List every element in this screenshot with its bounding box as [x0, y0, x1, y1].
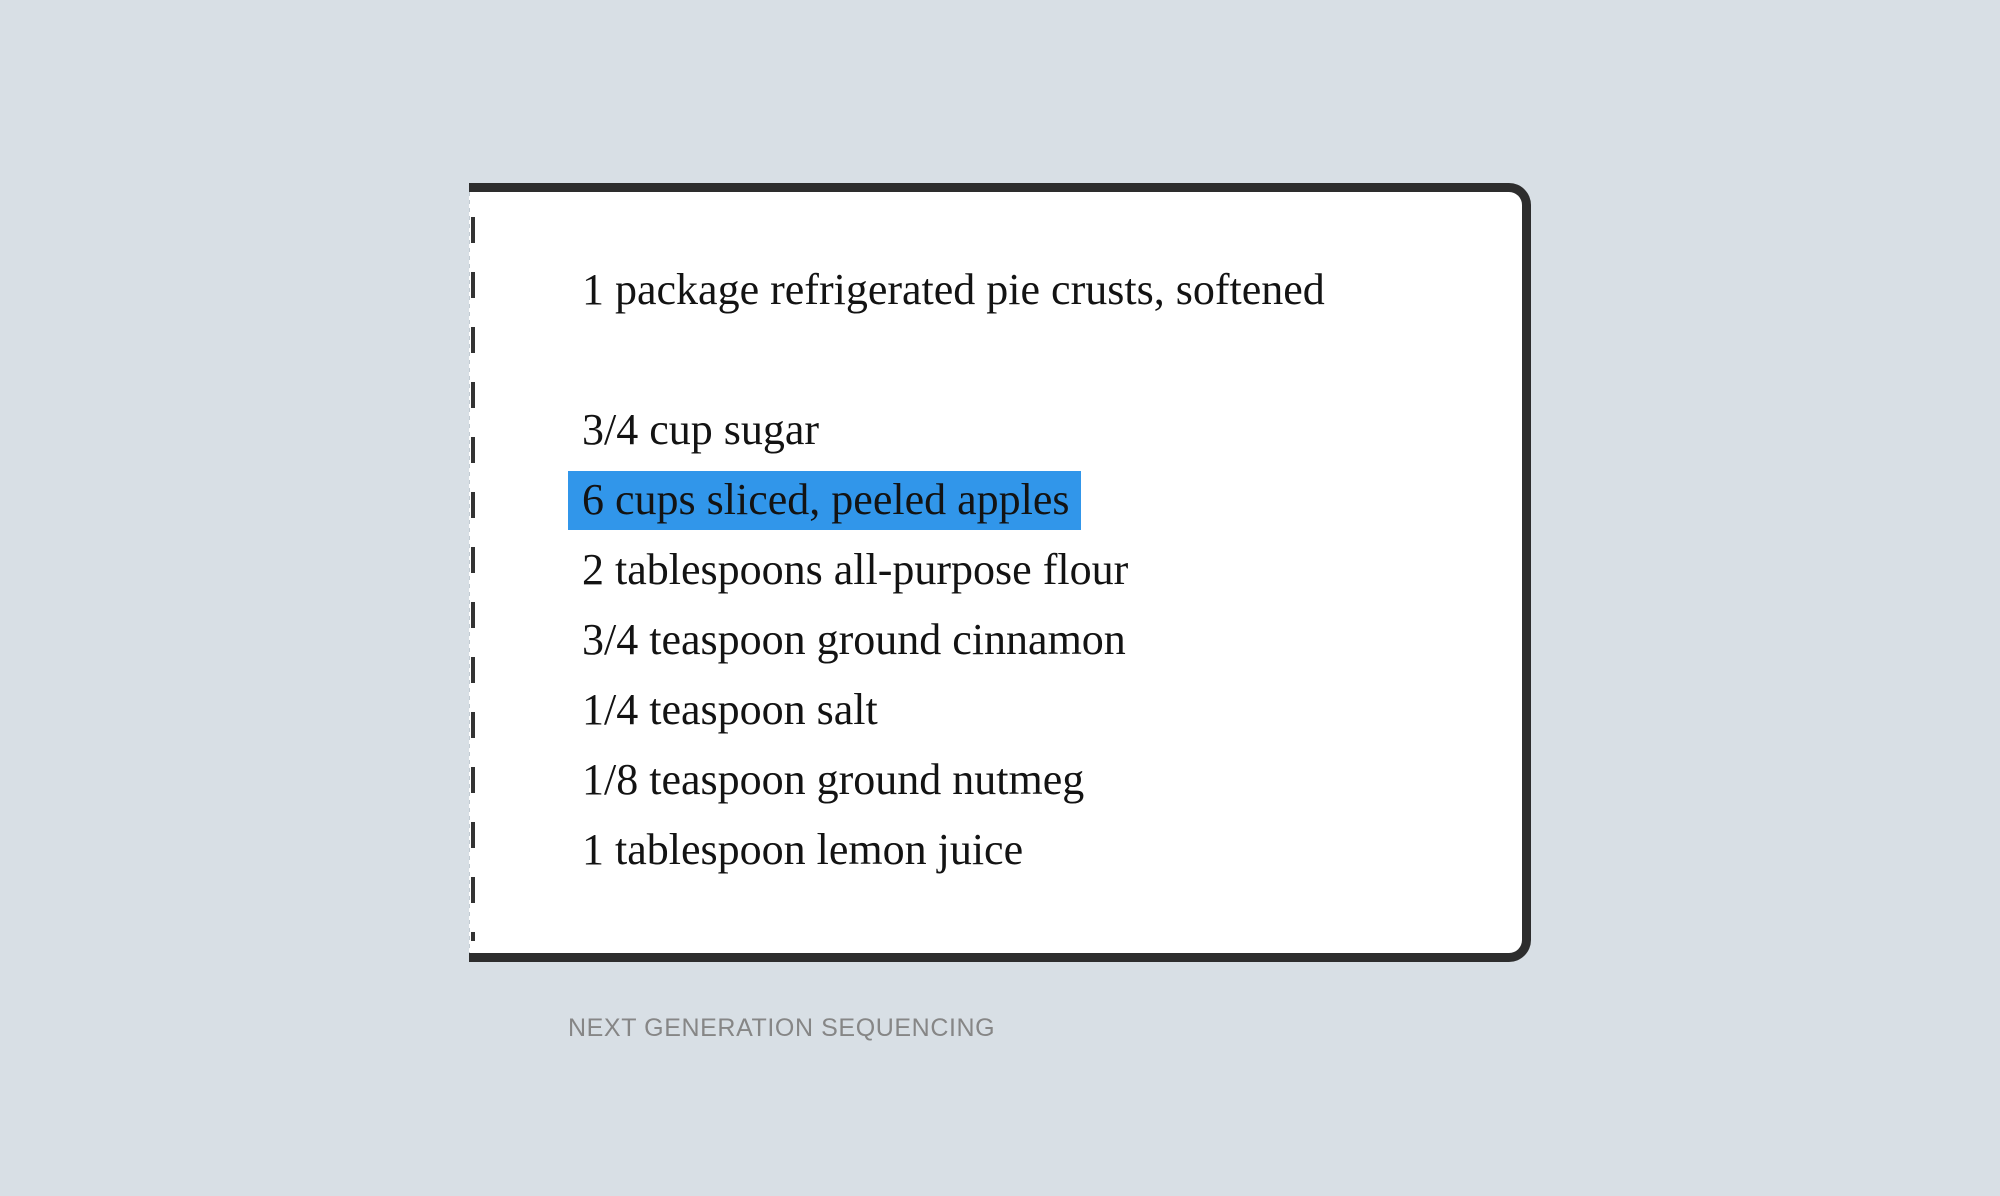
ingredient-line: 2 tablespoons all-purpose flour — [582, 545, 1129, 594]
page-cut-edge-line — [469, 192, 470, 953]
ingredient-line: 1/8 teaspoon ground nutmeg — [582, 755, 1085, 804]
line-spacer — [582, 325, 1492, 395]
caption-label: NEXT GENERATION SEQUENCING — [568, 1014, 996, 1042]
highlighted-ingredient: 6 cups sliced, peeled apples — [568, 471, 1081, 530]
ingredient-line: 3/4 cup sugar — [582, 405, 820, 454]
page-edge-dashes — [471, 217, 475, 941]
ingredient-line: 1 package refrigerated pie crusts, softened — [582, 265, 1325, 314]
ingredient-line: 1/4 teaspoon salt — [582, 685, 878, 734]
ingredient-line — [582, 465, 1492, 535]
ingredient-line: 3/4 teaspoon ground cinnamon — [582, 615, 1126, 664]
ingredient-list — [582, 255, 1492, 885]
recipe-card — [469, 183, 1531, 962]
ingredient-line: 1 tablespoon lemon juice — [582, 825, 1024, 874]
